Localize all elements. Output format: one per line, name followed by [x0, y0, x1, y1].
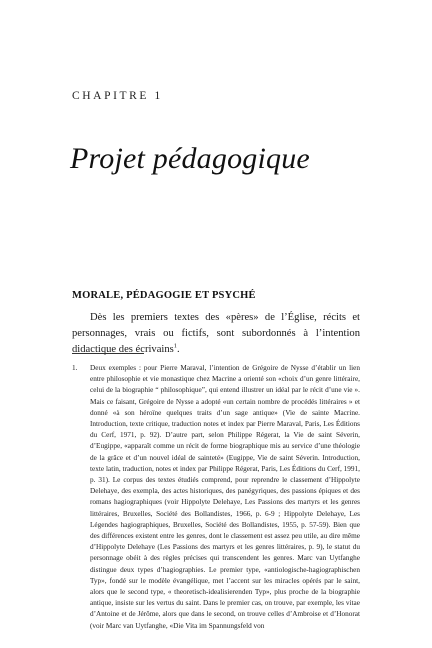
footnote-separator: [72, 353, 144, 354]
footnote-reference[interactable]: 1: [173, 342, 178, 350]
footnote-text: Deux exemples : pour Pierre Maraval, l’intention de Grégoire de Nysse d’établir un lien entre philosophie et vie monastique chez Macrine a orienté son «choix d’un genre littéraire, celui de la biographie “ philosophique”, qui entend illustrer un idéal par le récit d’une vie ». Mais ce faisant, Grégoire de Nysse a adopté «un certain nombre de procédés littéraires » et donné «à son héroïne quelques traits d’un sage antique» (Vie de sainte Macrine. Introduction, texte critique, traduction notes et index par Pierre Maraval, Paris, Les Éditions du Cerf, 1971, p. 92). D’autre part, selon Philippe Régerat, la Vie de saint Séverin, d’Eugippe, «apparaît comme un récit de forme biographique mis au service d’une théologie de la grâce et d’un nouvel idéal de sainteté» (Eugippe, Vie de saint Séverin. Introduction, texte latin, traduction, notes et index par Philippe Régerat, Paris, Les Éditions du Cerf, 1991, p. 31). Le corpus des textes étudiés comprend, pour reprendre le classement d’Hippolyte Delehaye, des exempla, des actes historiques, des panégyriques, des passions épiques et des romans hagiographiques (voir Hippolyte Delehaye, Les Passions des martyrs et les genres littéraires, Bruxelles, Société des Bollandistes, 1966, p. 6-9 ; Hippolyte Delehaye, Les Légendes hagiographiques, Bruxelles, Société des Bollandistes, 1955, p. 57-59). Bien que des différences existent entre les genres, dont le classement est assez peu utile, au dire même d’Hippolyte Delehaye (Les Passions des martyrs et les genres littéraires, p. 9), le statut du personnage obéit à des règles précises qui transcendent les genres. Marc van Uytfanghe distingue deux types d’hagiographies. Le premier type, «antiologische-hagiographischen Typ», fondé sur le modèle évangélique, met l’accent sur les miracles opérés par le saint, alors que le second type, « theoretisch-idealisierenden Typ», plus proche de la biographie antique, insiste sur les vertus du saint. Dans le premier cas, on trouve, par exemple, les vitae d’Antoine et de Jérôme, alors que dans le second, on trouve celles d’Ambroise et d’Honorat (voir Marc van Uytfanghe, «Die Vita im Spannungsfeld von: [90, 364, 360, 630]
body-paragraph-text: Dès les premiers textes des «pères» de l’Église, récits et personnages, vrais ou fictifs, sont subordonnés à l’intention didactique des écrivains: [72, 312, 360, 355]
chapter-title: Projet pédagogique: [70, 142, 310, 175]
body-paragraph: [72, 310, 360, 358]
footnote: [72, 363, 360, 632]
chapter-label: CHAPITRE 1: [72, 90, 163, 102]
body-paragraph-end: .: [177, 344, 180, 355]
footnote-number: 1.: [72, 364, 78, 372]
section-heading: MORALE, PÉDAGOGIE ET PSYCHÉ: [72, 290, 256, 301]
